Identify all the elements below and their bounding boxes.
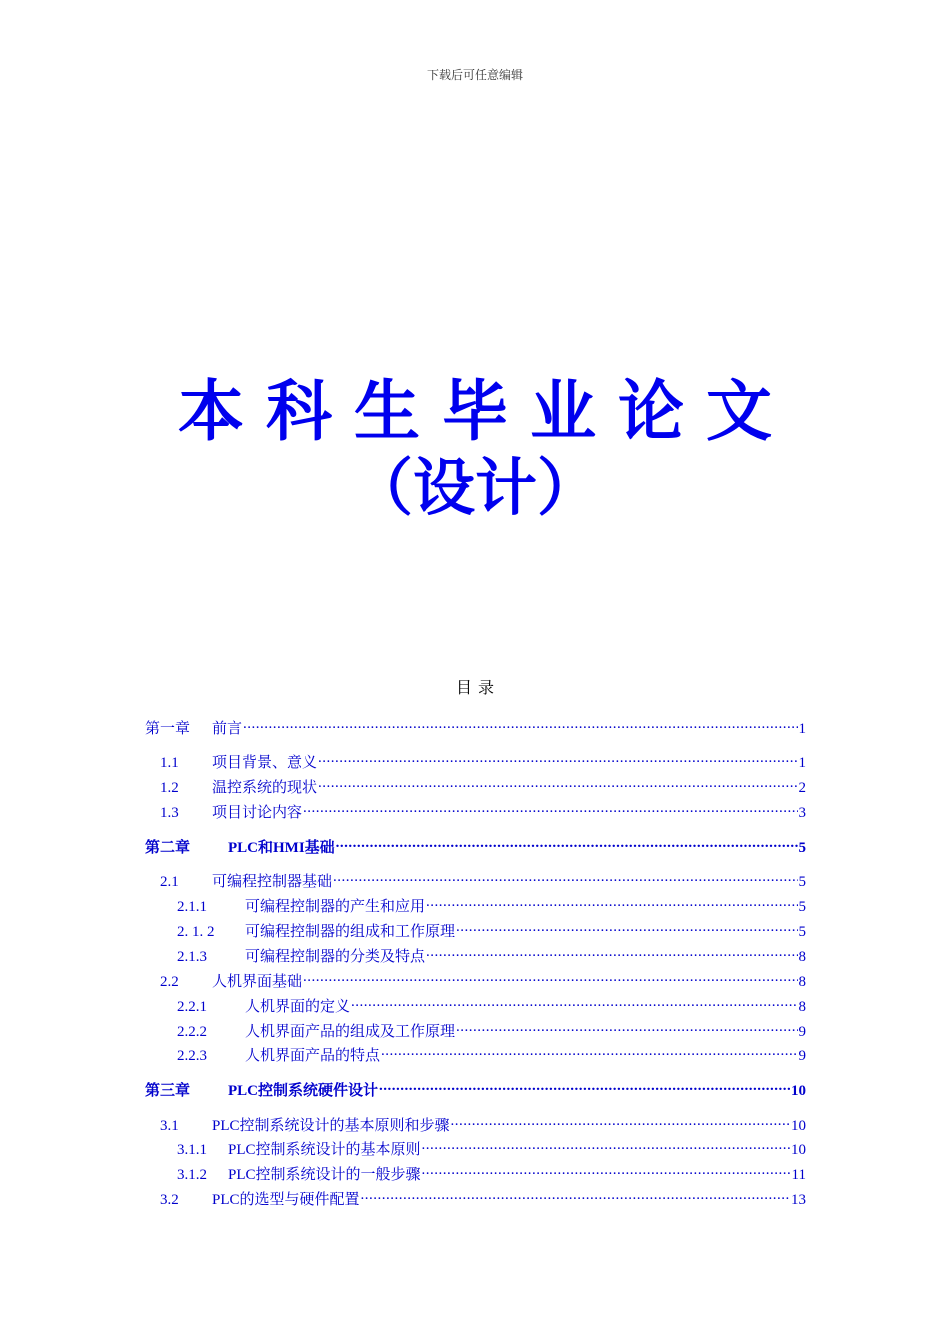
- toc-leader-dots: [381, 1045, 797, 1060]
- toc-entry-page: 8: [798, 974, 806, 990]
- toc-entry[interactable]: [145, 751, 806, 773]
- toc-entry-page: 8: [798, 999, 806, 1015]
- toc-entry-title: 温控系统的现状: [212, 780, 318, 796]
- toc-leader-dots: [303, 802, 797, 817]
- header-note: 下载后可任意编辑: [426, 68, 523, 82]
- toc-leader-dots: [303, 971, 797, 986]
- toc-entry[interactable]: [145, 1114, 806, 1136]
- toc-entry-title: 人机界面基础: [212, 974, 303, 990]
- toc-entry[interactable]: [145, 895, 806, 917]
- toc-leader-dots: [456, 1021, 797, 1036]
- toc-entry-number: 2.1.3: [177, 949, 207, 965]
- toc-entry[interactable]: [145, 1188, 806, 1210]
- toc-entry[interactable]: [145, 945, 806, 967]
- toc-leader-dots: [456, 921, 797, 936]
- toc-entry[interactable]: [145, 1020, 806, 1042]
- toc-entry-page: 13: [791, 1192, 806, 1208]
- toc-entry[interactable]: [145, 1163, 806, 1185]
- document-title: 本科生毕业论文: [178, 373, 794, 450]
- toc-entry-number: 2.2.1: [177, 999, 207, 1015]
- toc-entry-page: 5: [798, 840, 806, 856]
- toc-entry-number: 3.1.1: [177, 1142, 207, 1158]
- toc-entry-page: 10: [791, 1142, 806, 1158]
- toc-entry-page: 2: [798, 780, 806, 796]
- toc-leader-dots: [243, 718, 797, 733]
- toc-leader-dots: [426, 946, 797, 961]
- toc-entry-page: 5: [798, 899, 806, 915]
- toc-entry-title: 可编程控制器的产生和应用: [245, 899, 426, 915]
- toc-entry-number: 2.2.2: [177, 1024, 207, 1040]
- toc-entry-page: 9: [798, 1048, 806, 1064]
- toc-entry-number: 1.3: [160, 805, 179, 821]
- toc-entry-number: 2.2: [160, 974, 179, 990]
- toc-leader-dots: [361, 1189, 790, 1204]
- toc-entry-title: 项目背景、意义: [212, 755, 318, 771]
- toc-entry-title: 人机界面产品的特点: [245, 1048, 381, 1064]
- toc-entry-number: 1.1: [160, 755, 179, 771]
- toc-leader-dots: [336, 837, 798, 852]
- toc-entry-number: 3.2: [160, 1192, 179, 1208]
- toc-entry-number: 2.2.3: [177, 1048, 207, 1064]
- toc-entry-number: 2. 1. 2: [177, 924, 215, 940]
- toc-entry-title: PLC控制系统设计的一般步骤: [228, 1167, 421, 1183]
- toc-entry-title: 可编程控制器的组成和工作原理: [245, 924, 456, 940]
- toc-entry-page: 8: [798, 949, 806, 965]
- toc-entry-title: 可编程控制器的分类及特点: [245, 949, 426, 965]
- toc-leader-dots: [422, 1139, 790, 1154]
- toc-entry-chapter-3[interactable]: [145, 1079, 806, 1101]
- toc-entry-page: 11: [791, 1167, 806, 1183]
- toc-entry-title: 可编程控制器基础: [212, 874, 333, 890]
- toc-entry-number: 第二章: [145, 840, 191, 856]
- toc-entry[interactable]: [145, 776, 806, 798]
- toc-leader-dots: [451, 1115, 790, 1130]
- toc-entry-number: 1.2: [160, 780, 179, 796]
- toc-entry-number: 2.1: [160, 874, 179, 890]
- toc-entry-title: PLC控制系统设计的基本原则: [228, 1142, 421, 1158]
- document-subtitle: （设计）: [350, 451, 599, 524]
- toc-entry-number: 2.1.1: [177, 899, 207, 915]
- toc-entry-number: 3.1: [160, 1118, 179, 1134]
- toc-leader-dots: [422, 1164, 791, 1179]
- toc-leader-dots: [351, 996, 797, 1011]
- toc-entry-page: 10: [791, 1118, 806, 1134]
- toc-entry-number: 3.1.2: [177, 1167, 207, 1183]
- toc-entry[interactable]: [145, 970, 806, 992]
- toc-entry-page: 1: [798, 721, 806, 737]
- toc-leader-dots: [426, 896, 797, 911]
- toc-entry-title: PLC的选型与硬件配置: [212, 1192, 360, 1208]
- toc-entry-number: 第三章: [145, 1083, 191, 1099]
- toc-entry-title: 人机界面的定义: [245, 999, 351, 1015]
- toc-entry-page: 5: [798, 924, 806, 940]
- toc-entry-page: 10: [791, 1083, 806, 1099]
- toc-entry[interactable]: [145, 870, 806, 892]
- toc-entry-page: 5: [798, 874, 806, 890]
- toc-entry-number: 第一章: [145, 721, 191, 737]
- toc-entry-page: 1: [798, 755, 806, 771]
- toc-entry-title: 前言: [212, 721, 243, 737]
- toc-leader-dots: [318, 752, 797, 767]
- toc-entry-title: PLC和HMI基础: [228, 840, 335, 856]
- toc-entry-chapter-1[interactable]: [145, 717, 806, 739]
- toc-entry[interactable]: [145, 1044, 806, 1066]
- toc-entry[interactable]: [145, 801, 806, 823]
- toc-leader-dots: [333, 871, 797, 886]
- toc-entry[interactable]: [145, 995, 806, 1017]
- toc-heading: 目录: [455, 680, 500, 697]
- toc-entry-page: 9: [798, 1024, 806, 1040]
- toc-leader-dots: [379, 1080, 790, 1095]
- toc-entry-page: 3: [798, 805, 806, 821]
- toc-entry-title: 项目讨论内容: [212, 805, 303, 821]
- toc-entry-title: PLC控制系统硬件设计: [228, 1083, 379, 1099]
- toc-entry[interactable]: [145, 1138, 806, 1160]
- toc-entry-title: 人机界面产品的组成及工作原理: [245, 1024, 456, 1040]
- toc-leader-dots: [318, 777, 797, 792]
- toc-entry-chapter-2[interactable]: [145, 836, 806, 858]
- toc-entry[interactable]: [145, 920, 806, 942]
- toc-entry-title: PLC控制系统设计的基本原则和步骤: [212, 1118, 450, 1134]
